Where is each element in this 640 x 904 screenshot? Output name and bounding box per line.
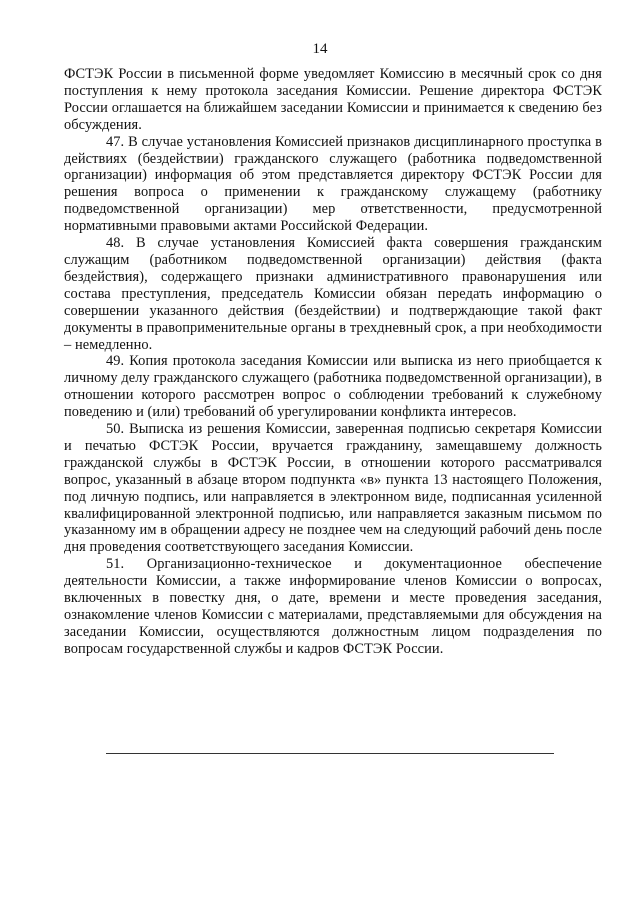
closing-divider-line bbox=[106, 753, 554, 754]
document-body bbox=[64, 66, 602, 658]
page-number: 14 bbox=[312, 41, 328, 57]
paragraph-50: 50. Выписка из решения Комиссии, заверенная подписью секретаря Комиссии и печатью ФСТЭК России, вручается гражданину, замещавшему должность гражданской службы в ФСТЭК России, в отношении которого рассматривался вопрос, указанный в абзаце втором подпункта «в» пункта 13 настоящего Положения, под личную подпись, или направляется в электронном виде, подписанная усиленной квалифицированной электронной подписью, или направляется заказным письмом по указанному им в обращении адресу не позднее чем на следующий рабочий день после дня проведения соответствующего заседания Комиссии. bbox=[64, 421, 602, 556]
paragraph-51: 51. Организационно-техническое и документационное обеспечение деятельности Комиссии, а также информирование членов Комиссии о вопросах, включенных в повестку дня, о дате, времени и месте проведения заседания, ознакомление членов Комиссии с материалами, представляемыми для обсуждения на заседании Комиссии, осуществляются должностным лицом подразделения по вопросам государственной службы и кадров ФСТЭК России. bbox=[64, 556, 602, 657]
paragraph-48: 48. В случае установления Комиссией факта совершения гражданским служащим (работником подведомственной организации) действия (факта бездействия), содержащего признаки административного правонарушения или состава преступления, председатель Комиссии обязан передать информацию о совершении указанного действия (бездействии) и подтверждающие такой факт документы в правоприменительные органы в трехдневный срок, а при необходимости – немедленно. bbox=[64, 235, 602, 353]
paragraph-continuation: ФСТЭК России в письменной форме уведомляет Комиссию в месячный срок со дня поступления к нему протокола заседания Комиссии. Решение директора ФСТЭК России оглашается на ближайшем заседании Комиссии и принимается к сведению без обсуждения. bbox=[64, 66, 602, 133]
paragraph-49: 49. Копия протокола заседания Комиссии или выписка из него приобщается к личному делу гражданского служащего (работника подведомственной организации), в отношении которого рассмотрен вопрос о соблюдении требований к служебному поведению и (или) требований об урегулировании конфликта интересов. bbox=[64, 353, 602, 421]
paragraph-47: 47. В случае установления Комиссией признаков дисциплинарного проступка в действиях (бездействии) гражданского служащего (работника подведомственной организации) информация об этом представляется директору ФСТЭК России для решения вопроса о применении к гражданскому служащему (работнику подведомственной организации) мер ответственности, предусмотренной нормативными правовыми актами Российской Федерации. bbox=[64, 133, 602, 235]
